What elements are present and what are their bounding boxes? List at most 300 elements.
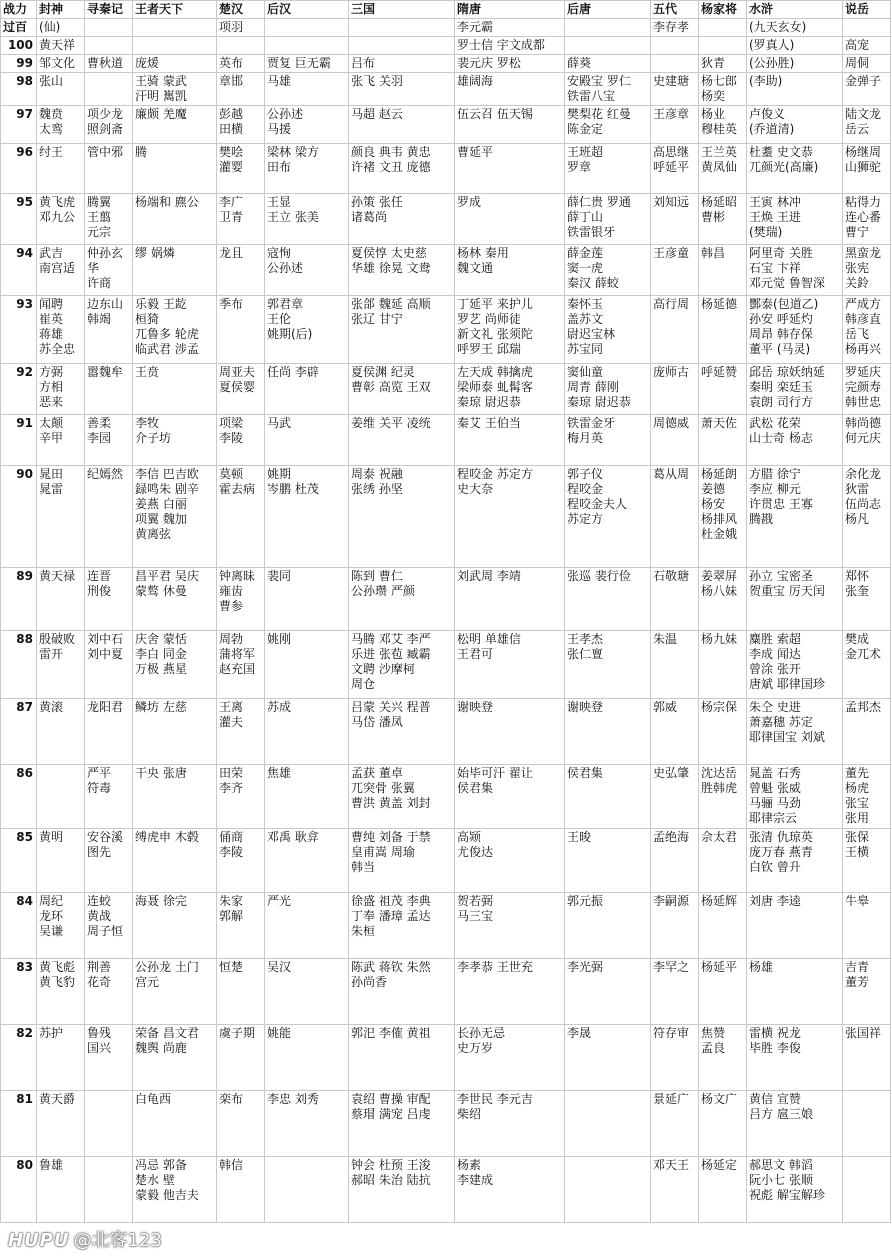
table-cell: 张飞 关羽 — [349, 73, 455, 106]
table-cell: 杨延定 — [699, 1157, 747, 1223]
table-cell: 曹纯 刘备 于禁 皇甫嵩 周瑜 韩当 — [349, 829, 455, 893]
power-level: 92 — [1, 364, 37, 415]
power-level: 89 — [1, 568, 37, 631]
table-cell: 殷破败 雷开 — [37, 631, 85, 699]
table-cell — [843, 19, 891, 37]
table-cell: 寇恂 公孙述 — [265, 245, 349, 296]
table-cell: 黄信 宣赞 吕方 扈三娘 — [747, 1091, 843, 1157]
table-cell: 王彦章 — [651, 106, 699, 144]
table-cell: 杨宗保 — [699, 699, 747, 765]
table-cell: 张清 仇琼英 庞万春 燕青 白钦 曾升 — [747, 829, 843, 893]
table-cell: 邹文化 — [37, 55, 85, 73]
table-cell: 孟获 董卓 兀突骨 张翼 曹洪 黄盖 刘封 — [349, 765, 455, 829]
table-cell: 黄天禄 — [37, 568, 85, 631]
column-header: 封神 — [37, 1, 85, 19]
table-cell: 夏侯惇 太史慈 华雄 徐晃 文鸯 — [349, 245, 455, 296]
power-level: 98 — [1, 73, 37, 106]
table-cell: 荆善 花奇 — [85, 959, 133, 1025]
table-cell: 管中邪 — [85, 144, 133, 194]
table-cell: 纪嫣然 — [85, 466, 133, 568]
table-cell: 张郃 魏延 高顺 张辽 甘宁 — [349, 296, 455, 364]
table-cell: 英布 — [217, 55, 265, 73]
table-cell: 葛从周 — [651, 466, 699, 568]
table-cell: 虞子期 — [217, 1025, 265, 1091]
table-cell: 黄明 — [37, 829, 85, 893]
table-cell: 项羽 — [217, 19, 265, 37]
table-cell: 梁林 梁方 田布 — [265, 144, 349, 194]
table-cell — [85, 73, 133, 106]
table-cell: 苏护 — [37, 1025, 85, 1091]
table-cell: 罗延庆 完颜寿 韩世忠 — [843, 364, 891, 415]
table-cell — [133, 37, 217, 55]
table-cell: 龙阳君 — [85, 699, 133, 765]
table-cell: 马武 — [265, 415, 349, 466]
table-row — [1, 37, 891, 55]
table-row — [1, 699, 891, 765]
table-cell: 陈到 曹仁 公孙瓒 严颜 — [349, 568, 455, 631]
table-cell: 伍云召 伍天锡 — [455, 106, 565, 144]
table-cell: 武吉 南宫适 — [37, 245, 85, 296]
power-level: 84 — [1, 893, 37, 959]
table-cell: 金弹子 — [843, 73, 891, 106]
table-cell: 马超 赵云 — [349, 106, 455, 144]
table-cell: 姚刚 — [265, 631, 349, 699]
table-cell: 缚虎申 木毂 — [133, 829, 217, 893]
power-level: 95 — [1, 194, 37, 245]
table-cell: 杨延平 — [699, 959, 747, 1025]
column-header: 楚汉 — [217, 1, 265, 19]
table-cell: 莫顿 霍去病 — [217, 466, 265, 568]
table-cell: 陆文龙 岳云 — [843, 106, 891, 144]
table-cell: (九天玄女) — [747, 19, 843, 37]
table-cell: 郭元振 — [565, 893, 651, 959]
table-cell: 严成方 韩彦直 岳飞 杨再兴 — [843, 296, 891, 364]
power-level: 88 — [1, 631, 37, 699]
table-cell: 王显 王立 张美 — [265, 194, 349, 245]
table-cell: 纣王 — [37, 144, 85, 194]
table-cell: 裴元庆 罗松 — [455, 55, 565, 73]
table-cell: 焦赞 孟良 — [699, 1025, 747, 1091]
table-cell: 王晙 — [565, 829, 651, 893]
table-cell: 周泰 祝融 张绣 孙坚 — [349, 466, 455, 568]
watermark-user: @北客123 — [73, 1230, 162, 1251]
table-cell — [699, 37, 747, 55]
table-cell: 樊成 金兀术 — [843, 631, 891, 699]
table-cell: 张保 王横 — [843, 829, 891, 893]
table-cell: 马雄 — [265, 73, 349, 106]
table-cell: 李孝恭 王世充 — [455, 959, 565, 1025]
table-cell: 善柔 李园 — [85, 415, 133, 466]
table-cell: 腾翼 王翦 元宗 — [85, 194, 133, 245]
table-cell: 郑怀 张奎 — [843, 568, 891, 631]
table-cell: 晁盖 石秀 曾魁 张威 马骊 马劲 耶律宗云 — [747, 765, 843, 829]
table-cell: 嚣魏牟 — [85, 364, 133, 415]
table-cell: 冯忌 郭备 楚水 壁 蒙毅 他吉夫 — [133, 1157, 217, 1223]
table-cell: 韩昌 — [699, 245, 747, 296]
table-cell: 张山 — [37, 73, 85, 106]
table-cell: 邱岳 琼妖纳延 秦明 栾廷玉 袁朗 司行方 — [747, 364, 843, 415]
table-row — [1, 893, 891, 959]
table-cell: 周侗 — [843, 55, 891, 73]
table-cell: 余化龙 狄雷 伍尚志 杨凡 — [843, 466, 891, 568]
table-cell: 刘唐 李逵 — [747, 893, 843, 959]
table-cell: 杨七郎 杨奕 — [699, 73, 747, 106]
table-cell: 呼延赞 — [699, 364, 747, 415]
table-cell: 鳞坊 左慈 — [133, 699, 217, 765]
table-cell: 长孙无忌 史万岁 — [455, 1025, 565, 1091]
table-cell: 史建瑭 — [651, 73, 699, 106]
table-cell: 朱温 — [651, 631, 699, 699]
power-level: 97 — [1, 106, 37, 144]
table-cell: 安殿宝 罗仁 铁雷八宝 — [565, 73, 651, 106]
table-cell — [565, 19, 651, 37]
table-row — [1, 1157, 891, 1223]
table-body — [1, 19, 891, 1223]
table-cell: 黄天爵 — [37, 1091, 85, 1157]
table-cell: 李信 巴吉欧 録鸣朱 剧辛 姜燕 白丽 项翼 魏加 黄离弦 — [133, 466, 217, 568]
table-cell: 刘武周 李靖 — [455, 568, 565, 631]
table-cell: (罗真人) — [747, 37, 843, 55]
table-cell: 郭子仪 程咬金 程咬金夫人 苏定方 — [565, 466, 651, 568]
table-cell: 韩尚德 何元庆 — [843, 415, 891, 466]
table-cell: 李嗣源 — [651, 893, 699, 959]
table-cell: 佘太君 — [699, 829, 747, 893]
power-level: 86 — [1, 765, 37, 829]
table-cell: 俑商 李陵 — [217, 829, 265, 893]
table-cell: 龙且 — [217, 245, 265, 296]
table-cell: 王寅 林冲 王焕 王进 (樊瑞) — [747, 194, 843, 245]
table-cell: 罗成 — [455, 194, 565, 245]
table-cell: 项梁 李陵 — [217, 415, 265, 466]
table-cell: 秦艾 王伯当 — [455, 415, 565, 466]
table-row — [1, 296, 891, 364]
table-cell: 雷横 祝龙 毕胜 李俊 — [747, 1025, 843, 1091]
table-cell: 樊哙 灌婴 — [217, 144, 265, 194]
power-level: 94 — [1, 245, 37, 296]
table-cell: 周勃 蒲将军 赵充国 — [217, 631, 265, 699]
column-header: 五代 — [651, 1, 699, 19]
table-cell: 王孝杰 张仁亶 — [565, 631, 651, 699]
power-level: 91 — [1, 415, 37, 466]
table-cell: 方弼 方相 恶来 — [37, 364, 85, 415]
table-row — [1, 568, 891, 631]
table-cell: 始毕可汗 翟让 侯君集 — [455, 765, 565, 829]
table-cell: 罗士信 宇文成都 — [455, 37, 565, 55]
table-row — [1, 631, 891, 699]
table-cell: 钟离昧 雍齿 曹参 — [217, 568, 265, 631]
column-header: 水浒 — [747, 1, 843, 19]
table-cell — [843, 1157, 891, 1223]
table-cell: 焦雄 — [265, 765, 349, 829]
watermark — [8, 1226, 162, 1252]
table-cell — [85, 37, 133, 55]
table-cell: 晁田 晁雷 — [37, 466, 85, 568]
table-cell: 丁延平 来护儿 罗艺 尚师徒 新文礼 张须陀 呼罗王 邱瑞 — [455, 296, 565, 364]
table-row — [1, 959, 891, 1025]
table-cell — [651, 37, 699, 55]
table-row — [1, 106, 891, 144]
column-header: 三国 — [349, 1, 455, 19]
table-cell: 孙策 张任 诸葛尚 — [349, 194, 455, 245]
power-level: 100 — [1, 37, 37, 55]
power-level: 85 — [1, 829, 37, 893]
table-cell: 王彦童 — [651, 245, 699, 296]
table-cell: 窦仙童 周青 薛刚 秦琼 尉迟恭 — [565, 364, 651, 415]
table-cell: 麋胜 索超 李成 闻达 曾涂 张开 唐斌 耶律国珍 — [747, 631, 843, 699]
table-cell — [85, 1157, 133, 1223]
table-cell: 松明 单雄信 王君可 — [455, 631, 565, 699]
table-cell: 李世民 李元吉 柴绍 — [455, 1091, 565, 1157]
table-cell: 鲁雄 — [37, 1157, 85, 1223]
table-cell: 公孙述 马援 — [265, 106, 349, 144]
column-header: 王者天下 — [133, 1, 217, 19]
table-cell — [217, 37, 265, 55]
power-level: 87 — [1, 699, 37, 765]
table-cell — [349, 19, 455, 37]
table-row — [1, 415, 891, 466]
table-cell: 符存审 — [651, 1025, 699, 1091]
table-cell: 周纪 龙环 吴谦 — [37, 893, 85, 959]
table-cell: 程咬金 苏定方 史大奈 — [455, 466, 565, 568]
table-cell: 仲孙玄华 许商 — [85, 245, 133, 296]
table-cell: 曹延平 — [455, 144, 565, 194]
table-cell: 鲁残 国兴 — [85, 1025, 133, 1091]
table-cell: 马腾 邓艾 李严 乐进 张苞 臧霸 文聘 沙摩柯 周仓 — [349, 631, 455, 699]
hupu-logo: HUPU — [8, 1230, 70, 1251]
table-cell: 杨林 秦用 魏文通 — [455, 245, 565, 296]
table-cell: 卢俊义 (乔道清) — [747, 106, 843, 144]
table-cell: 杨雄 — [747, 959, 843, 1025]
table-cell: 彭越 田横 — [217, 106, 265, 144]
table-cell: 栾布 — [217, 1091, 265, 1157]
table-cell: 孟绝海 — [651, 829, 699, 893]
table-cell — [85, 19, 133, 37]
table-cell — [133, 19, 217, 37]
table-cell: 王班超 罗章 — [565, 144, 651, 194]
table-cell: 杨延德 — [699, 296, 747, 364]
header-row — [1, 1, 891, 19]
table-cell: 昌平君 吴庆 蒙骜 休曼 — [133, 568, 217, 631]
table-row — [1, 1025, 891, 1091]
table-cell: 左天成 韩擒虎 梁师泰 虬髯客 秦琼 尉迟恭 — [455, 364, 565, 415]
table-cell: 周亚夫 夏侯婴 — [217, 364, 265, 415]
table-cell: 郭汜 李傕 黄祖 — [349, 1025, 455, 1091]
table-row — [1, 144, 891, 194]
table-cell: 方腊 徐宁 李应 柳元 许贯忠 王寡 腾戡 — [747, 466, 843, 568]
table-cell: 王贲 — [133, 364, 217, 415]
table-cell: 郭君章 王伦 姚期(后) — [265, 296, 349, 364]
power-level: 83 — [1, 959, 37, 1025]
power-level: 96 — [1, 144, 37, 194]
table-cell: 黄天祥 — [37, 37, 85, 55]
table-row — [1, 364, 891, 415]
table-cell: 王兰英 黄凤仙 — [699, 144, 747, 194]
table-cell: 孙立 宝密圣 贺重宝 厉天闰 — [747, 568, 843, 631]
table-cell: 邓禹 耿弇 — [265, 829, 349, 893]
table-cell: 钟会 杜预 王浚 郝昭 朱治 陆抗 — [349, 1157, 455, 1223]
table-cell: 贺若弼 马三宝 — [455, 893, 565, 959]
table-cell: 任尚 李辟 — [265, 364, 349, 415]
table-cell: (李助) — [747, 73, 843, 106]
table-cell: 闻聘 崔英 蒋雄 苏全忠 — [37, 296, 85, 364]
table-cell: 吕蒙 关兴 程普 马岱 潘凤 — [349, 699, 455, 765]
table-cell: (仙) — [37, 19, 85, 37]
table-cell: 秦怀玉 盖苏文 尉迟宝林 苏宝同 — [565, 296, 651, 364]
table-cell: 王骑 蒙武 汗明 嶲凯 — [133, 73, 217, 106]
table-cell: 缪 娲燐 — [133, 245, 217, 296]
table-cell: 郝思文 韩滔 阮小七 张顺 祝彪 解宝解珍 — [747, 1157, 843, 1223]
table-cell: 朱家 郭解 — [217, 893, 265, 959]
table-cell: 姚能 — [265, 1025, 349, 1091]
table-cell: 牛皋 — [843, 893, 891, 959]
table-cell: 颜良 典韦 黄忠 许褚 文丑 庞德 — [349, 144, 455, 194]
power-level: 82 — [1, 1025, 37, 1091]
table-cell: 武松 花荣 山士奇 杨志 — [747, 415, 843, 466]
table-cell: 杨继周 山狮驼 — [843, 144, 891, 194]
table-cell: 李元霸 — [455, 19, 565, 37]
table-cell: 高行周 — [651, 296, 699, 364]
table-cell: 石敬瑭 — [651, 568, 699, 631]
table-cell: 张国祥 — [843, 1025, 891, 1091]
table-cell: 董先 杨虎 张宝 张用 — [843, 765, 891, 829]
table-cell: 姜翠屏 杨八妹 — [699, 568, 747, 631]
table-cell: 安谷溪 图先 — [85, 829, 133, 893]
table-cell: 杨端和 麃公 — [133, 194, 217, 245]
table-cell: 严光 — [265, 893, 349, 959]
table-cell: 朱仝 史进 萧嘉穗 苏定 耶律国宝 刘斌 — [747, 699, 843, 765]
table-cell: 连晋 刑俊 — [85, 568, 133, 631]
table-cell: 魏贲 太鸾 — [37, 106, 85, 144]
table-cell: 吴汉 — [265, 959, 349, 1025]
table-cell: 侯君集 — [565, 765, 651, 829]
power-level: 过百 — [1, 19, 37, 37]
table-cell: 庞师古 — [651, 364, 699, 415]
table-row — [1, 765, 891, 829]
table-cell: 铁雷金牙 梅月英 — [565, 415, 651, 466]
table-cell — [565, 37, 651, 55]
table-cell: 粘得力 连心番 曹宁 — [843, 194, 891, 245]
table-cell: 杨业 穆桂英 — [699, 106, 747, 144]
column-header: 寻秦记 — [85, 1, 133, 19]
table-cell: 陈武 蒋钦 朱然 孙尚香 — [349, 959, 455, 1025]
table-cell: 吕布 — [349, 55, 455, 73]
table-row — [1, 245, 891, 296]
table-cell: 刘知远 — [651, 194, 699, 245]
table-cell: 庞煖 — [133, 55, 217, 73]
column-header: 说岳 — [843, 1, 891, 19]
table-cell: 恒楚 — [217, 959, 265, 1025]
table-cell: 景延广 — [651, 1091, 699, 1157]
table-cell: 廉颇 羌魔 — [133, 106, 217, 144]
table-row — [1, 55, 891, 73]
table-row — [1, 1091, 891, 1157]
table-cell: 李广 卫青 — [217, 194, 265, 245]
table-cell: 李牧 介子坊 — [133, 415, 217, 466]
table-cell: 荣备 昌文君 魏舆 尚鹿 — [133, 1025, 217, 1091]
table-cell: 郭威 — [651, 699, 699, 765]
table-cell: 杨文广 — [699, 1091, 747, 1157]
table-cell: 贾复 巨无霸 — [265, 55, 349, 73]
table-cell: 杜耋 史文恭 兀颜光(高廉) — [747, 144, 843, 194]
table-cell — [843, 1091, 891, 1157]
power-level: 93 — [1, 296, 37, 364]
table-cell — [651, 55, 699, 73]
table-cell: 韩信 — [217, 1157, 265, 1223]
column-header: 后唐 — [565, 1, 651, 19]
table-cell: 黄飞彪 黄飞豹 — [37, 959, 85, 1025]
table-cell: 边东山 韩竭 — [85, 296, 133, 364]
table-cell: 谢映登 — [455, 699, 565, 765]
table-cell: 李罕之 — [651, 959, 699, 1025]
column-header: 战力 — [1, 1, 37, 19]
table-cell: 薛金莲 窦一虎 秦汉 薛蛟 — [565, 245, 651, 296]
table-cell: 杨延朗 姜德 杨安 杨排风 杜金娥 — [699, 466, 747, 568]
table-cell: 史弘肇 — [651, 765, 699, 829]
table-cell — [85, 1091, 133, 1157]
table-row — [1, 73, 891, 106]
table-cell: 黄滚 — [37, 699, 85, 765]
table-cell: 庆舍 蒙恬 李白 同金 万极 燕星 — [133, 631, 217, 699]
table-cell: 姜维 关平 凌统 — [349, 415, 455, 466]
table-cell: 雄阔海 — [455, 73, 565, 106]
table-cell — [565, 1091, 651, 1157]
table-cell: 公孙龙 土门 宫元 — [133, 959, 217, 1025]
table-cell: 薛葵 — [565, 55, 651, 73]
table-cell: 周德威 — [651, 415, 699, 466]
table-cell: 高颎 尤俊达 — [455, 829, 565, 893]
table-row — [1, 194, 891, 245]
table-cell: 李光弼 — [565, 959, 651, 1025]
table-cell: 薛仁贵 罗通 薛丁山 铁雷银牙 — [565, 194, 651, 245]
column-header: 隋唐 — [455, 1, 565, 19]
table-cell: 沈达岳 胜韩虎 — [699, 765, 747, 829]
table-cell — [699, 19, 747, 37]
table-cell: 干央 张唐 — [133, 765, 217, 829]
table-cell: 海聂 徐完 — [133, 893, 217, 959]
table-cell: 李忠 刘秀 — [265, 1091, 349, 1157]
table-row — [1, 466, 891, 568]
table-cell: 夏侯渊 纪灵 曹彰 高览 王双 — [349, 364, 455, 415]
table-cell: 乐毅 王龁 桓猗 兀鲁多 轮虎 临武君 涉孟 — [133, 296, 217, 364]
column-header: 后汉 — [265, 1, 349, 19]
table-cell: 章邯 — [217, 73, 265, 106]
table-cell: 高宠 — [843, 37, 891, 55]
power-level: 80 — [1, 1157, 37, 1223]
table-cell — [265, 19, 349, 37]
power-level: 81 — [1, 1091, 37, 1157]
table-cell: 张巡 裴行俭 — [565, 568, 651, 631]
table-cell: 袁绍 曹操 审配 蔡瑁 满宠 吕虔 — [349, 1091, 455, 1157]
table-cell: 李晟 — [565, 1025, 651, 1091]
table-cell: 杨素 李建成 — [455, 1157, 565, 1223]
table-cell: 姚期 岑鹏 杜茂 — [265, 466, 349, 568]
table-cell: 田荣 李齐 — [217, 765, 265, 829]
table-cell: 邓天王 — [651, 1157, 699, 1223]
table-cell: 项少龙 照剑斋 — [85, 106, 133, 144]
table-cell: 黄飞虎 邓九公 — [37, 194, 85, 245]
column-header: 杨家将 — [699, 1, 747, 19]
table-cell: (公孙胜) — [747, 55, 843, 73]
table-cell: 阿里奇 关胜 石宝 卞祥 邓元觉 鲁智深 — [747, 245, 843, 296]
table-cell: 杨九妹 — [699, 631, 747, 699]
table-cell: 狄青 — [699, 55, 747, 73]
table-cell: 杨延辉 — [699, 893, 747, 959]
table-cell: 萧天佐 — [699, 415, 747, 466]
table-row — [1, 829, 891, 893]
table-cell: 曹秋道 — [85, 55, 133, 73]
table-cell: 季布 — [217, 296, 265, 364]
table-cell: 太颠 辛甲 — [37, 415, 85, 466]
